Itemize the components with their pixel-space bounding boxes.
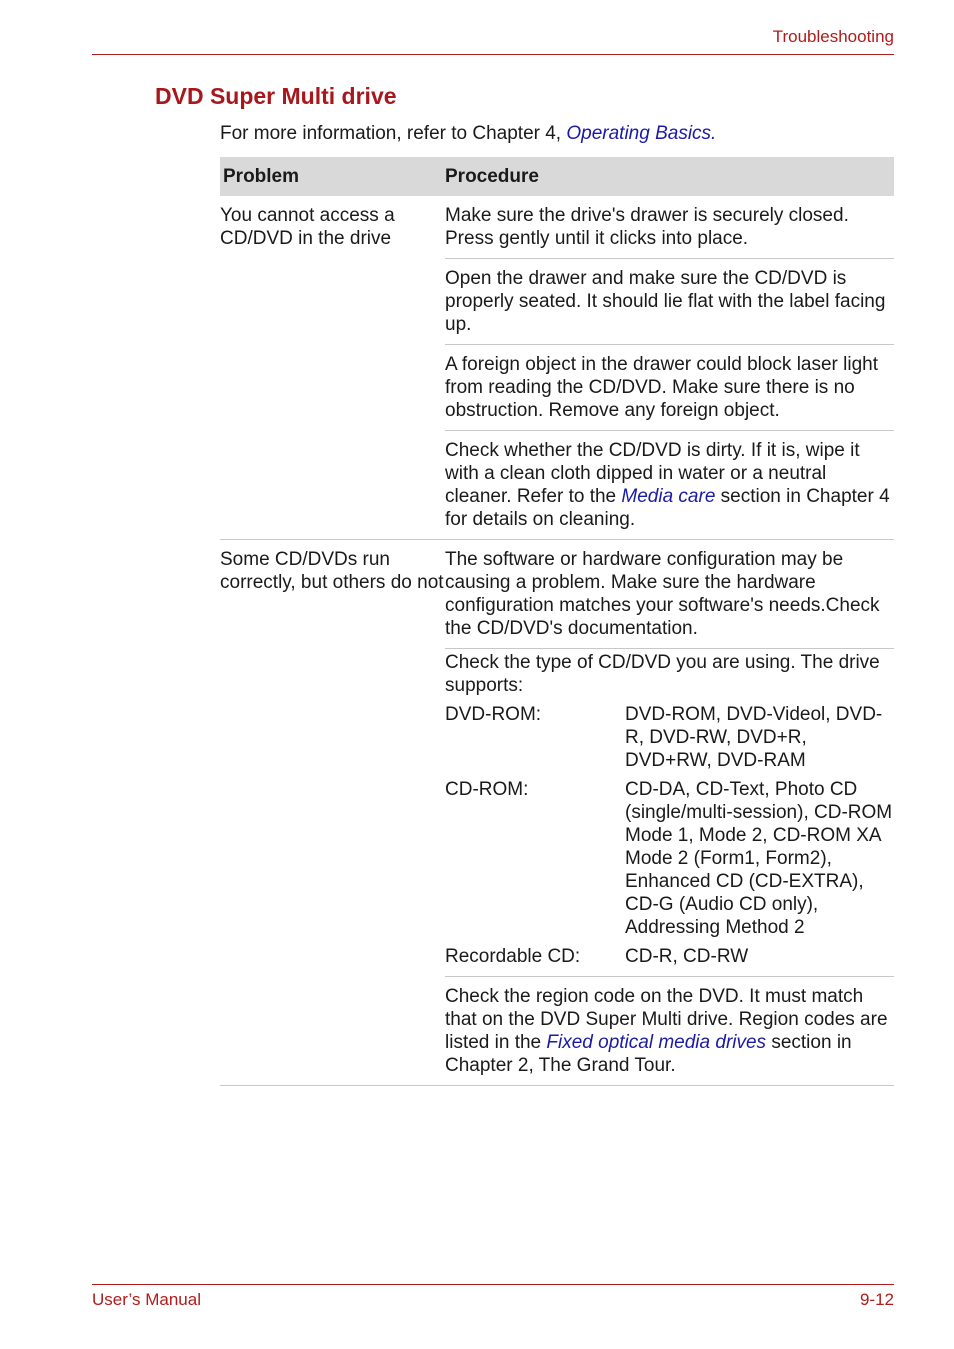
running-header: Troubleshooting [772, 27, 894, 46]
procedure-step: A foreign object in the drawer could block laser light from reading the CD/DVD. Make sure there is no obstruction. Remove any foreign object. [445, 345, 894, 431]
page-number: 9-12 [859, 1290, 894, 1309]
procedure-text: Check the region code on the DVD. It must match that on the DVD Super Multi drive. Region codes are listed in the [445, 986, 888, 1053]
intro-paragraph [220, 123, 716, 145]
operating-basics-link[interactable]: Operating Basics. [566, 123, 717, 144]
format-type: DVD-ROM: [445, 704, 542, 725]
format-type: Recordable CD: [445, 946, 581, 967]
table-row [220, 196, 894, 540]
fixed-optical-media-drives-link[interactable]: Fixed optical media drives [546, 1032, 767, 1053]
procedure-step [445, 649, 894, 977]
procedure-step: Make sure the drive's drawer is securely closed. Press gently until it clicks into place. [445, 196, 894, 259]
procedure-text: section in Chapter 2, The Grand Tour. [445, 1032, 852, 1076]
media-care-link[interactable]: Media care [621, 486, 716, 507]
procedure-cell [445, 196, 894, 539]
procedure-text: section in Chapter 4 for details on cleaning. [445, 486, 890, 530]
procedure-text: Check the type of CD/DVD you are using. The drive supports: [445, 652, 880, 696]
procedure-step: Open the drawer and make sure the CD/DVD is properly seated. It should lie flat with the label facing up. [445, 259, 894, 345]
format-values: DVD-ROM, DVD-Videol, DVD-R, DVD-RW, DVD+R, DVD+RW, DVD-RAM [625, 704, 883, 771]
format-list [445, 703, 894, 968]
format-row [445, 703, 894, 772]
format-row [445, 945, 894, 968]
column-header-problem: Problem [223, 166, 300, 187]
procedure-text: Check whether the CD/DVD is dirty. If it is, wipe it with a clean cloth dipped in water or a neutral cleaner. Refer to the [445, 440, 860, 507]
problem-cell: You cannot access a CD/DVD in the drive [220, 205, 395, 249]
table-header [220, 157, 894, 196]
format-row [445, 778, 894, 939]
section-title: DVD Super Multi drive [155, 83, 397, 109]
footer-manual-title: User’s Manual [92, 1290, 201, 1309]
procedure-step [445, 431, 894, 539]
procedure-cell [445, 540, 894, 1085]
problem-cell: Some CD/DVDs run correctly, but others do not [220, 549, 444, 593]
format-type: CD-ROM: [445, 779, 529, 800]
column-header-procedure: Procedure [445, 166, 539, 187]
procedure-step [445, 977, 894, 1085]
format-values: CD-DA, CD-Text, Photo CD (single/multi-session), CD-ROM Mode 1, Mode 2, CD-ROM XA Mode 2 (Form1, Form2), Enhanced CD (CD-EXTRA), CD-G (Audio CD only), Addressing Method 2 [625, 779, 893, 938]
troubleshooting-table [220, 157, 894, 1086]
procedure-step: The software or hardware configuration may be causing a problem. Make sure the hardware configuration matches your software's needs.Check the CD/DVD's documentation. [445, 540, 894, 649]
header-divider [92, 54, 894, 55]
footer-divider [92, 1284, 894, 1285]
intro-text: For more information, refer to Chapter 4, [220, 123, 567, 144]
table-row [220, 540, 894, 1086]
format-values: CD-R, CD-RW [625, 946, 749, 967]
